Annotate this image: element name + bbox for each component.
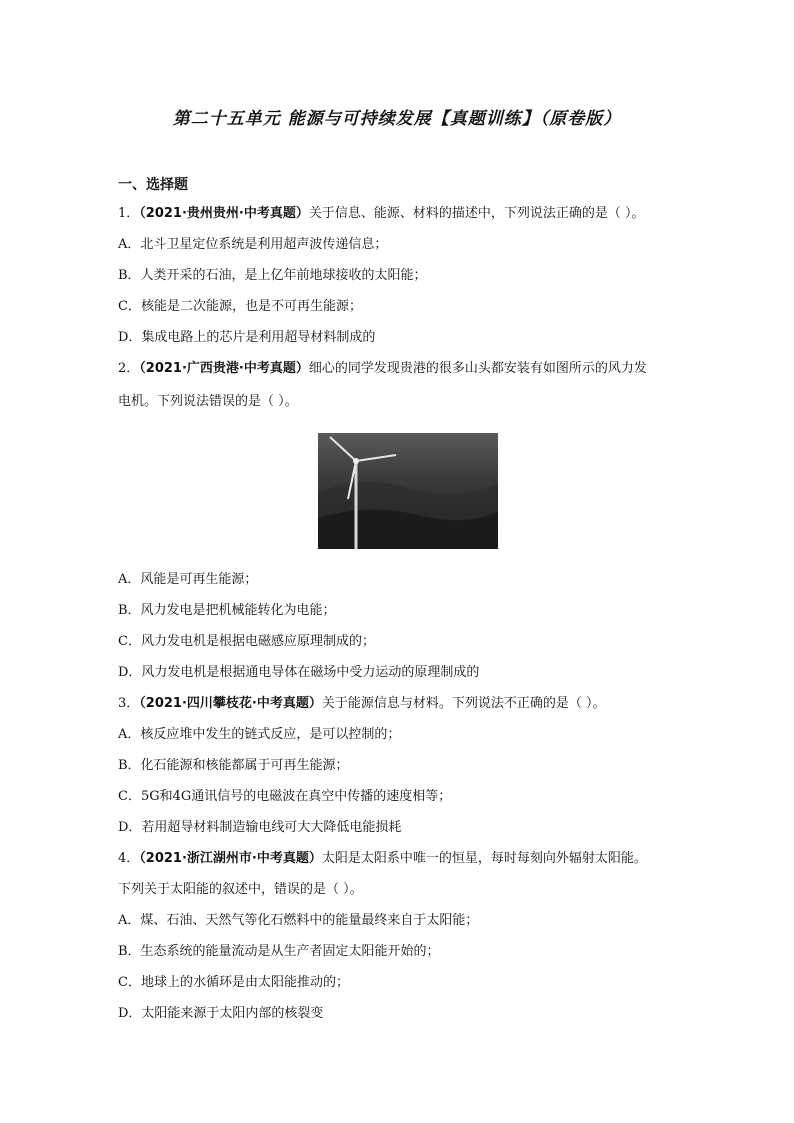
wind-turbine-photo [318, 433, 498, 549]
section-heading: 一、选择题 [118, 177, 188, 193]
question-4 [118, 849, 647, 869]
option-d: D．集成电路上的芯片是利用超导材料制成的 [118, 330, 376, 345]
option-b: B．风力发电是把机械能转化为电能； [118, 603, 336, 618]
option-d: D．若用超导材料制造输电线可大大降低电能损耗 [118, 820, 402, 835]
question-stem: 关于能源信息与材料。下列说法不正确的是（ ）。 [321, 696, 606, 711]
option-d: D．太阳能来源于太阳内部的核裂变 [118, 1006, 324, 1021]
question-number: 3． [118, 696, 140, 711]
question-source: （2021·浙江湖州市·中考真题） [139, 851, 322, 866]
question-2 [118, 359, 647, 379]
option-c: C．地球上的水循环是由太阳能推动的； [118, 975, 349, 990]
question-stem: 关于信息、能源、材料的描述中，下列说法正确的是（ ）。 [308, 206, 645, 221]
question-stem-continued: 电机。下列说法错误的是（ ）。 [118, 394, 298, 409]
option-a: A．核反应堆中发生的链式反应，是可以控制的； [118, 727, 401, 742]
option-a: A．风能是可再生能源； [118, 572, 258, 587]
option-c: C．风力发电机是根据电磁感应原理制成的； [118, 634, 375, 649]
option-c: C．5G和4G通讯信号的电磁波在真空中传播的速度相等； [118, 789, 452, 804]
option-d: D．风力发电机是根据通电导体在磁场中受力运动的原理制成的 [118, 665, 480, 680]
question-number: 2． [118, 361, 140, 376]
question-stem: 细心的同学发现贵港的很多山头都安装有如图所示的风力发 [308, 361, 647, 376]
question-3 [118, 694, 605, 714]
option-b: B．生态系统的能量流动是从生产者固定太阳能开始的； [118, 944, 440, 959]
option-a: A．煤、石油、天然气等化石燃料中的能量最终来自于太阳能； [118, 913, 479, 928]
question-number: 4． [118, 851, 140, 866]
question-1 [118, 204, 644, 224]
question-source: （2021·贵州贵州·中考真题） [139, 206, 309, 221]
option-b: B．人类开采的石油，是上亿年前地球接收的太阳能； [118, 268, 427, 283]
question-stem-continued: 下列关于太阳能的叙述中，错误的是（ ）。 [118, 882, 363, 897]
question-stem: 太阳是太阳系中唯一的恒星，每时每刻向外辐射太阳能。 [321, 851, 647, 866]
option-c: C．核能是二次能源，也是不可再生能源； [118, 299, 362, 314]
option-a: A．北斗卫星定位系统是利用超声波传递信息； [118, 237, 388, 252]
question-source: （2021·四川攀枝花·中考真题） [139, 696, 322, 711]
question-source: （2021·广西贵港·中考真题） [139, 361, 309, 376]
question-number: 1． [118, 206, 140, 221]
page-title: 第二十五单元 能源与可持续发展【真题训练】（原卷版） [172, 109, 622, 129]
option-b: B．化石能源和核能都属于可再生能源； [118, 758, 349, 773]
